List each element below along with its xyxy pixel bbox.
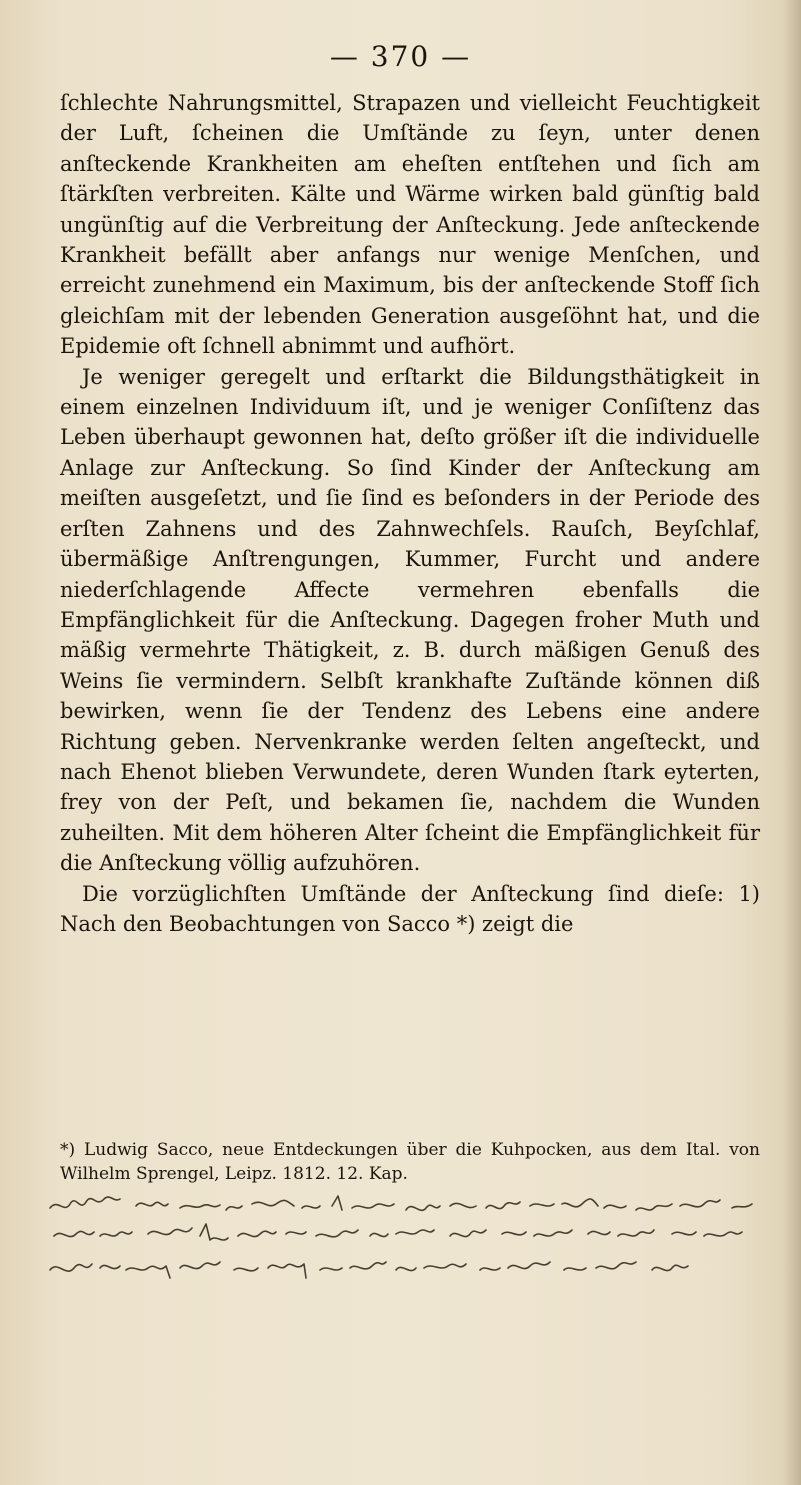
handwriting-line-1: [50, 1196, 752, 1210]
handwriting-line-2: [54, 1224, 742, 1240]
body-text: [60, 88, 760, 939]
handwritten-annotation: [40, 1186, 780, 1306]
handwriting-line-3: [50, 1262, 688, 1278]
paragraph-2: Je weniger geregelt und erſtarkt die Bildungsthätigkeit in einem einzelnen Individuum iſt, und je weniger Conſiſtenz das Leben überhaupt gewonnen hat, deſto größer iſt die individuelle Anlage zur Anſteckung. So ſind Kinder der Anſteckung am meiſten ausgeſetzt, und ſie ſind es beſonders in der Periode des erſten Zahnens und des Zahnwechſels. Rauſch, Beyſchlaf, übermäßige Anſtrengungen, Kummer, Furcht und andere niederſchlagende Affecte vermehren ebenfalls die Empfänglichkeit für die Anſteckung. Dagegen froher Muth und mäßig vermehrte Thätigkeit, z. B. durch mäßigen Genuß des Weins ſie vermindern. Selbſt krankhafte Zuſtände können diß bewirken, wenn ſie der Tendenz des Lebens eine andere Richtung geben. Nervenkranke werden ſelten angeſteckt, und nach Ehenot blieben Verwundete, deren Wunden ſtark eyterten, frey von der Peſt, und bekamen ſie, nachdem die Wunden zuheilten. Mit dem höheren Alter ſcheint die Empfänglichkeit für die Anſteckung völlig aufzuhören.: [60, 364, 760, 876]
page-edge-shadow: [783, 0, 801, 1485]
paragraph-3: Die vorzüglichſten Umſtände der Anſteckung ſind dieſe: 1) Nach den Beobachtungen von Sacco *) zeigt die: [60, 881, 760, 936]
footnote: *) Ludwig Sacco, neue Entdeckungen über die Kuhpocken, aus dem Ital. von Wilhelm Sprengel, Leipz. 1812. 12. Kap.: [60, 1140, 760, 1184]
paragraph-1: ſchlechte Nahrungsmittel, Strapazen und vielleicht Feuchtigkeit der Luft, ſcheinen die Umſtände zu ſeyn, unter denen anſteckende Krankheiten am eheſten entſtehen und ſich am ſtärkſten verbreiten. Kälte und Wärme wirken bald günſtig bald ungünſtig auf die Verbreitung der Anſteckung. Jede anſteckende Krankheit befällt aber anfangs nur wenige Menſchen, und erreicht zunehmend ein Maximum, bis der anſteckende Stoff ſich gleichſam mit der lebenden Generation ausgeſöhnt hat, und die Epidemie oft ſchnell abnimmt und aufhört.: [60, 91, 760, 359]
page-number: — 370 —: [329, 40, 472, 73]
